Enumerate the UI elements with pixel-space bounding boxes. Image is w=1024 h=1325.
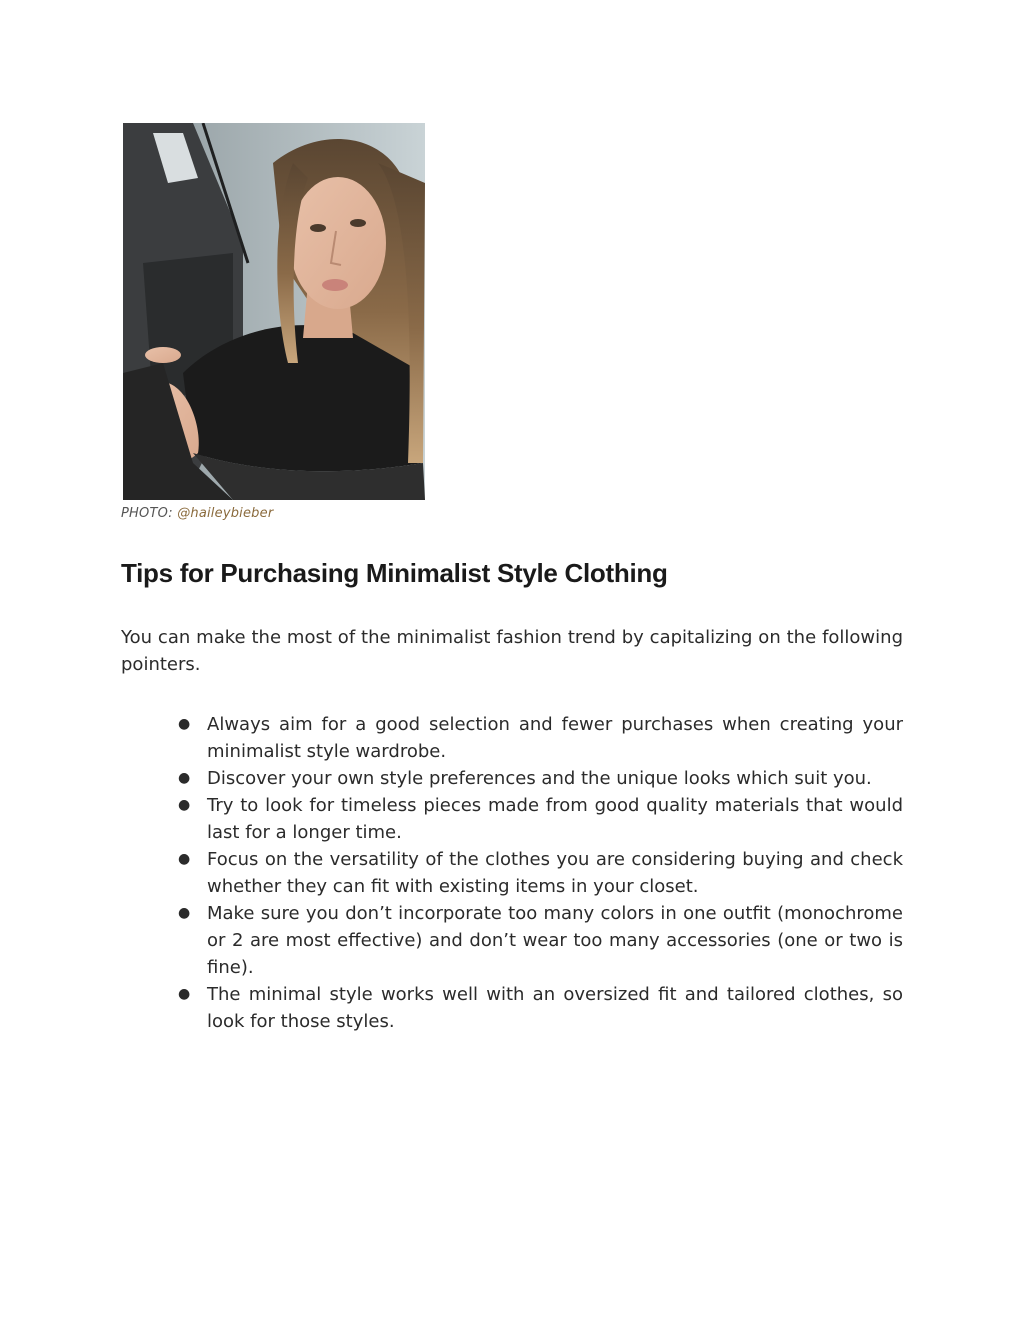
tip-text: Make sure you don’t incorporate too many colors in one outfit (monochrome or 2 are most effective) and don’t wear too many accessories (one or two is fine).: [207, 903, 903, 978]
section-heading: Tips for Purchasing Minimalist Style Clothing: [121, 558, 668, 588]
bullet-icon: ●: [178, 851, 191, 867]
caption-prefix: PHOTO:: [121, 506, 178, 521]
bullet-icon: ●: [178, 905, 191, 921]
list-item: [178, 981, 903, 1035]
caption-handle-link[interactable]: @haileybieber: [177, 506, 274, 521]
tip-text: The minimal style works well with an oversized fit and tailored clothes, so look for those styles.: [207, 984, 903, 1032]
intro-paragraph: You can make the most of the minimalist fashion trend by capitalizing on the following pointers.: [121, 627, 903, 675]
bullet-icon: ●: [178, 770, 191, 786]
tip-text: Focus on the versatility of the clothes you are considering buying and check whether they can fit with existing items in your closet.: [207, 849, 903, 897]
list-item: [178, 765, 903, 792]
photo-caption: [121, 506, 273, 521]
tip-text: Try to look for timeless pieces made from good quality materials that would last for a longer time.: [207, 795, 903, 843]
list-item: [178, 846, 903, 900]
selfie-photo: [123, 123, 425, 500]
tip-text: Always aim for a good selection and fewer purchases when creating your minimalist style wardrobe.: [207, 714, 903, 762]
list-item: [178, 900, 903, 981]
tip-text: Discover your own style preferences and the unique looks which suit you.: [207, 768, 872, 789]
list-item: [178, 711, 903, 765]
tips-list: [178, 711, 903, 1035]
list-item: [178, 792, 903, 846]
bullet-icon: ●: [178, 716, 191, 732]
bullet-icon: ●: [178, 986, 191, 1002]
bullet-icon: ●: [178, 797, 191, 813]
